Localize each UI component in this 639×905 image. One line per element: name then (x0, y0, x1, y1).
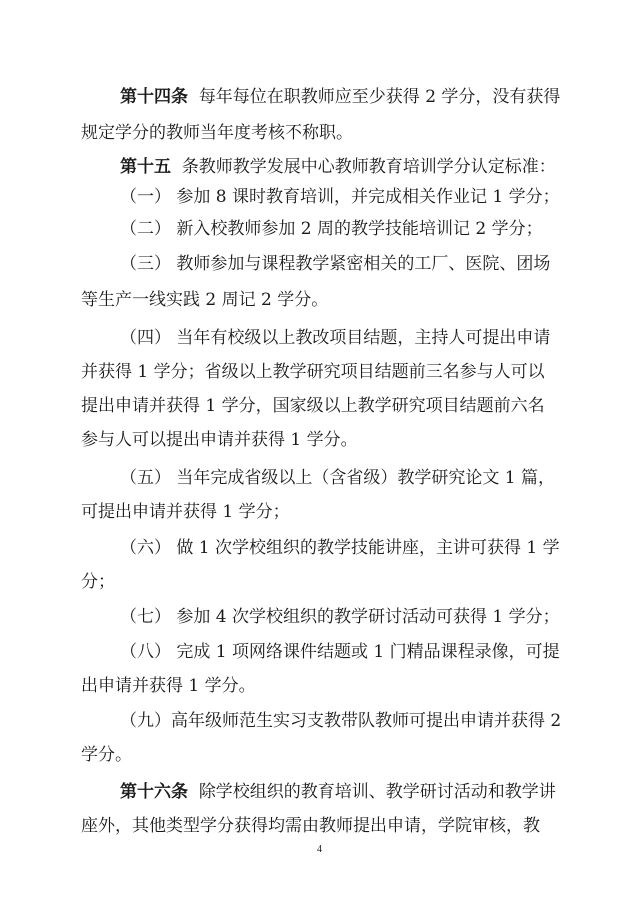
item-7-line-1: （七） 参加 4 次学校组织的教学研讨活动可获得 1 学分； (120, 607, 560, 627)
article-16-line-2: 座外，其他类型学分获得均需由教师提出申请，学院审核，教 (81, 816, 540, 836)
item-4-line-4: 参与人可以提出申请并获得 1 学分。 (81, 430, 358, 450)
item-3-line-2: 等生产一线实践 2 周记 2 学分。 (81, 290, 329, 310)
page-number: 4 (317, 844, 322, 855)
item-1-line-1: （一） 参加 8 课时教育培训，并完成相关作业记 1 学分； (120, 187, 560, 207)
item-5-line-1: （五） 当年完成省级以上（含省级）教学研究论文 1 篇， (120, 468, 556, 488)
article-15-title: 第十五 (120, 157, 171, 177)
item-9-line-1: （九）高年级师范生实习支教带队教师可提出申请并获得 2 (120, 711, 562, 731)
item-9-line-2: 学分。 (81, 745, 132, 765)
article-16-title: 第十六条 (120, 782, 188, 802)
item-8-line-2: 出申请并获得 1 学分。 (81, 676, 256, 696)
item-8-line-1: （八） 完成 1 项网络课件结题或 1 门精品课程录像，可提 (120, 642, 560, 662)
item-5-line-2: 可提出申请并获得 1 学分； (81, 502, 290, 522)
article-14-title: 第十四条 (120, 87, 188, 107)
article-14-line-1 (0, 79, 639, 115)
article-15-text: 条教师教学发展中心教师教育培训学分认定标准： (181, 157, 556, 177)
item-4-line-1: （四） 当年有校级以上教改项目结题，主持人可提出申请 (120, 328, 551, 348)
article-16-line-1 (0, 774, 639, 810)
item-6-line-1: （六） 做 1 次学校组织的教学技能讲座，主讲可获得 1 学 (120, 538, 560, 558)
article-14-line-2: 规定学分的教师当年度考核不称职。 (81, 123, 353, 143)
item-4-line-2: 并获得 1 学分；省级以上教学研究项目结题前三名参与人可以 (81, 362, 545, 382)
item-6-line-2: 分； (81, 572, 115, 592)
article-16-text: 除学校组织的教育培训、教学研讨活动和教学讲 (198, 782, 556, 802)
item-2-line-1: （二） 新入校教师参加 2 周的教学技能培训记 2 学分； (120, 219, 543, 239)
item-3-line-1: （三） 教师参加与课程教学紧密相关的工厂、医院、团场 (120, 254, 551, 274)
article-14-text: 每年每位在职教师应至少获得 2 学分，没有获得 (198, 87, 561, 107)
item-4-line-3: 提出申请并获得 1 学分，国家级以上教学研究项目结题前六名 (81, 396, 545, 416)
